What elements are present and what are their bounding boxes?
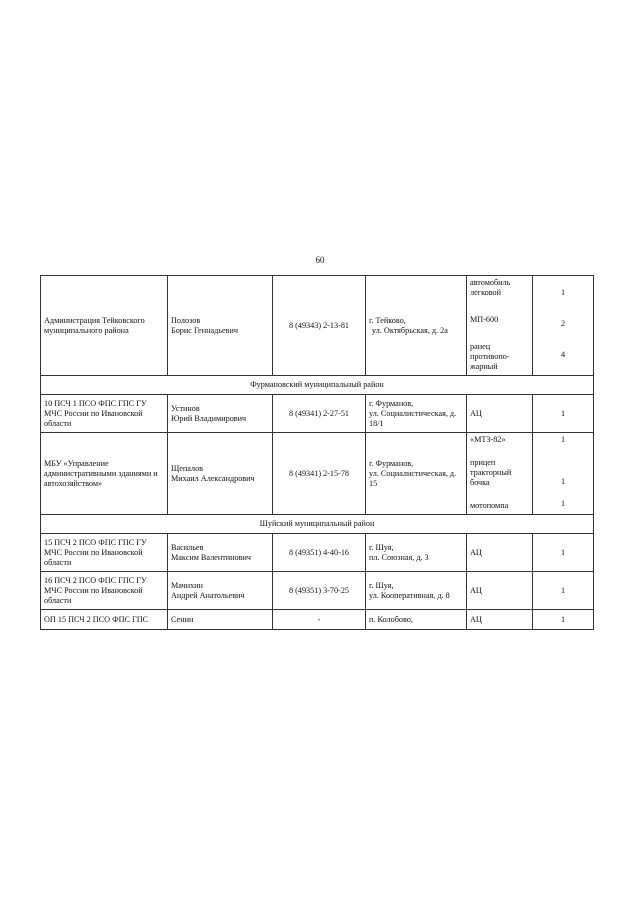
section-title: Фурмановский муниципальный район: [41, 376, 594, 395]
address-cell: [366, 276, 467, 376]
person-cell: [168, 276, 273, 376]
quantity-cell: 1: [533, 610, 594, 630]
person-surname: Мачихин: [171, 580, 203, 590]
equipment-name: «МТЗ-82»: [470, 435, 506, 444]
person-surname: Васильев: [171, 542, 204, 552]
person-surname: Сенин: [171, 614, 194, 624]
equipment-qty: 1: [560, 477, 566, 486]
equipment-cell: [467, 433, 533, 515]
address-cell: [366, 534, 467, 572]
address-street: ул. Октябрьская, д. 2а: [372, 325, 448, 335]
person-surname: Полозов: [171, 315, 201, 325]
address-city: п. Колобово,: [369, 614, 413, 624]
person-cell: [168, 572, 273, 610]
equipment-qty: 4: [560, 350, 566, 359]
phone-cell: 8 (49341) 2-27-51: [273, 395, 366, 433]
table-row: [41, 276, 594, 376]
table-row: [41, 534, 594, 572]
quantity-cell: 1: [533, 395, 594, 433]
quantity-cell: [533, 433, 594, 515]
address-street: пл. Союзная, д. 3: [369, 552, 429, 562]
equipment-cell: АЦ: [467, 572, 533, 610]
resources-table: [40, 275, 594, 630]
section-row: [41, 515, 594, 534]
address-street: ул. Кооперативная, д. 8: [369, 590, 450, 600]
equipment-qty: 2: [560, 319, 566, 328]
equipment-name: мотопомпа: [470, 501, 509, 510]
person-cell: [168, 534, 273, 572]
address-city: г. Фурманов,: [369, 458, 414, 468]
phone-cell: 8 (49351) 3-70-25: [273, 572, 366, 610]
address-city: г. Тейково,: [369, 315, 406, 325]
table-row: [41, 610, 594, 630]
equipment-name: ранец противопо-жарный: [470, 342, 510, 371]
person-name: Юрий Владимирович: [171, 413, 247, 423]
person-cell: [168, 395, 273, 433]
person-cell: [168, 433, 273, 515]
table-row: [41, 395, 594, 433]
org-cell: Администрация Тейковского муниципального района: [41, 276, 168, 376]
person-name: Борис Геннадьевич: [171, 325, 238, 335]
table-row: [41, 433, 594, 515]
phone-cell: 8 (49351) 4-40-16: [273, 534, 366, 572]
equipment-cell: [467, 276, 533, 376]
person-name: Андрей Анатольевич: [171, 590, 245, 600]
address-cell: [366, 433, 467, 515]
address-street: ул. Социалистическая, д. 15: [369, 468, 457, 488]
phone-cell: 8 (49343) 2-13-81: [273, 276, 366, 376]
org-cell: 10 ПСЧ 1 ПСО ФПС ГПС ГУ МЧС России по Ивановской области: [41, 395, 168, 433]
person-name: Михаил Александрович: [171, 473, 255, 483]
address-cell: [366, 610, 467, 630]
equipment-qty: 1: [560, 499, 566, 508]
person-name: Максим Валентинович: [171, 552, 251, 562]
equipment-name: МП-600: [470, 315, 499, 324]
quantity-cell: 1: [533, 572, 594, 610]
person-surname: Щепалов: [171, 463, 204, 473]
quantity-cell: [533, 276, 594, 376]
page-number: 60: [315, 255, 325, 265]
org-cell: 16 ПСЧ 2 ПСО ФПС ГПС ГУ МЧС России по Ивановской области: [41, 572, 168, 610]
section-row: [41, 376, 594, 395]
address-city: г. Шуя,: [369, 542, 394, 552]
phone-cell: -: [273, 610, 366, 630]
org-cell: МБУ «Управление административными зданиями и автохозяйством»: [41, 433, 168, 515]
person-surname: Устинов: [171, 403, 200, 413]
org-cell: ОП 15 ПСЧ 2 ПСО ФПС ГПС: [41, 610, 168, 630]
equipment-cell: АЦ: [467, 395, 533, 433]
quantity-cell: 1: [533, 534, 594, 572]
address-cell: [366, 572, 467, 610]
address-street: ул. Социалистическая, д. 18/1: [369, 408, 457, 428]
person-cell: [168, 610, 273, 630]
address-cell: [366, 395, 467, 433]
address-city: г. Шуя,: [369, 580, 394, 590]
equipment-name: автомобиль легковой: [470, 278, 511, 297]
equipment-cell: АЦ: [467, 534, 533, 572]
equipment-cell: АЦ: [467, 610, 533, 630]
section-title: Шуйский муниципальный район: [41, 515, 594, 534]
equipment-name: прицеп тракторный бочка: [470, 458, 512, 487]
org-cell: 15 ПСЧ 2 ПСО ФПС ГПС ГУ МЧС России по Ивановской области: [41, 534, 168, 572]
equipment-qty: 1: [560, 288, 566, 297]
phone-cell: 8 (49341) 2-15-78: [273, 433, 366, 515]
table-row: [41, 572, 594, 610]
address-city: г. Фурманов,: [369, 398, 414, 408]
equipment-qty: 1: [560, 435, 566, 444]
